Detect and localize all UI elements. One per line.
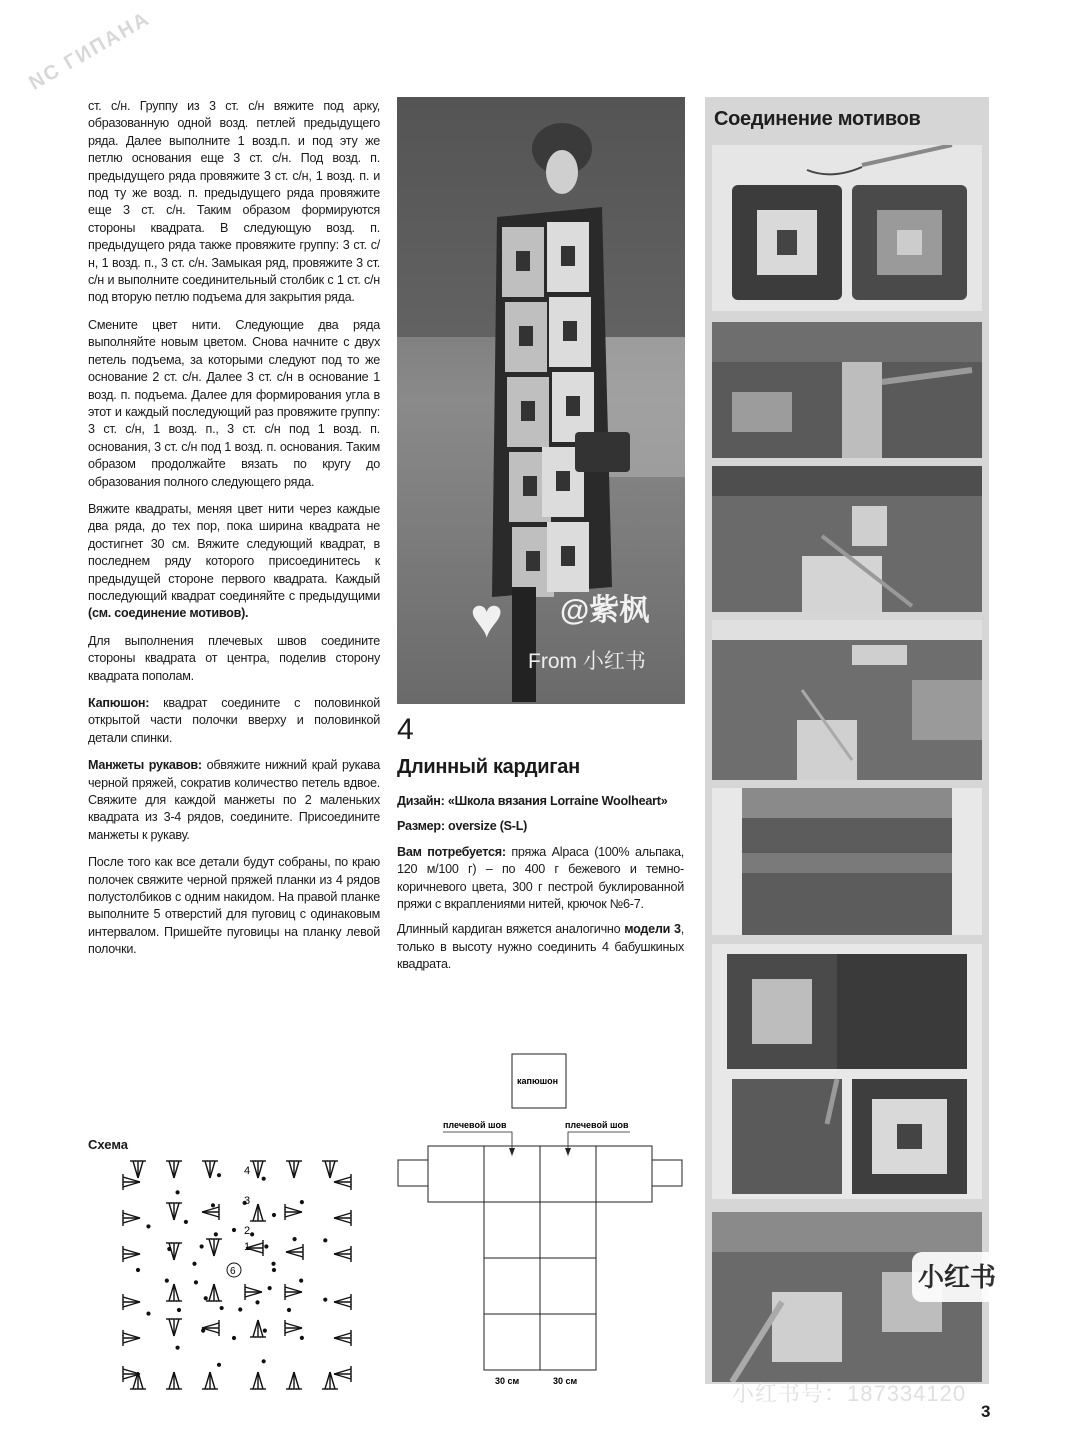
xiaohongshu-id-watermark: 小红书号：187334120 — [732, 1381, 967, 1406]
width-label-right: 30 см — [553, 1376, 578, 1386]
step-photo-2-illustration — [712, 322, 982, 458]
page-number: 3 — [981, 1402, 991, 1421]
watermark-logo: NC ГИПАНА — [25, 7, 155, 95]
hood-label: капюшон — [517, 1076, 559, 1086]
paragraph: Капюшон: квадрат соедините с половинкой открытой части полочки вверху и половинкой детали спинки. — [88, 696, 380, 745]
step-photo-6 — [712, 944, 982, 1199]
step-photo-5-illustration — [712, 788, 982, 935]
step-photo-4-illustration — [712, 620, 982, 780]
paragraph: ст. с/н. Группу из 3 ст. с/н вяжите под арку, образованную одной возд. петлей предыдущего ряда. Далее выполните 1 возд.п. и под эту же петлю основания еще 3 ст. с/н. Под возд. п. предыдущего ряда провяжите 3 ст. с/н, 1 возд. п. и под ту же возд. п. предыдущего ряда провяжите еще 3 ст. с/н. Таким образом формируются стороны квадрата. В следующую возд. п. предыдущего ряда также провяжите группу: 3 ст. с/н, 1 возд. п., 3 ст. с/н. Замыкая ряд, провяжите 3 ст. с/н и выполните соединительный столбик с 1 ст. с/н под вторую петлю подъема для закрытия ряда. — [88, 99, 380, 305]
sleeve-left — [398, 1160, 428, 1186]
sleeve-right — [652, 1160, 682, 1186]
body-square — [484, 1258, 540, 1314]
model-title: Длинный кардиган — [397, 756, 580, 778]
paragraph: Для выполнения плечевых швов соедините стороны квадрата от центра, поделив сторону квадрата пополам. — [88, 633, 380, 683]
step-photo-3 — [712, 466, 982, 612]
paragraph: Манжеты рукавов: обвяжите нижний край рукава черной пряжей, сократив количество петель вдвое. Свяжите для каждой манжеты по 2 маленьких квадрата из 3-4 рядов, соедините. Присоедините манжеты к рукаву. — [88, 758, 380, 842]
photo-watermark-source: From 小红书 — [528, 650, 646, 673]
garment-pattern-diagram — [395, 1050, 685, 1390]
shoulder-seam-label-left: плечевой шов — [443, 1120, 507, 1130]
model-number: 4 — [397, 713, 414, 746]
schema-title: Схема — [88, 1137, 129, 1152]
step-photo-4 — [712, 620, 982, 780]
body-square — [484, 1202, 540, 1258]
middle-text-column — [397, 793, 684, 982]
description: Длинный кардиган вяжется аналогично модели 3, только в высоту нужно соединить 4 бабушкиных квадрата. — [397, 922, 685, 972]
body-square — [540, 1258, 596, 1314]
materials: Вам потребуется: пряжа Alpaca (100% альпака, 120 м/100 г) – по 400 г бежевого и темно-коричневого цвета, 300 г пестрой буклированной пряжи с вкраплениями нитей, крючок №6-7. — [397, 844, 684, 912]
step-photo-1-illustration — [712, 145, 982, 311]
step-photo-1 — [712, 145, 982, 311]
width-label-left: 30 см — [495, 1376, 520, 1386]
chart-row-label: 1 — [244, 1241, 251, 1253]
chart-row-label: 6 — [230, 1266, 236, 1277]
body-square — [428, 1146, 484, 1202]
step-photo-2 — [712, 322, 982, 458]
xiaohongshu-logo: 小红书 — [912, 1252, 1002, 1302]
body-square — [596, 1146, 652, 1202]
step-photo-5 — [712, 788, 982, 935]
body-square — [484, 1314, 540, 1370]
step-photo-6-illustration — [712, 944, 982, 1199]
shoulder-seam-label-right: плечевой шов — [565, 1120, 629, 1130]
chart-row-label: 2 — [244, 1225, 251, 1237]
paragraph: После того как все детали будут собраны, по краю полочек свяжите черной пряжей планки из 4 рядов полустолбиков с одним накидом. На правой планке выполните 5 отверстий для пуговиц с одинаковым интервалом. Пришейте пуговицы на планку левой полочки. — [88, 855, 380, 957]
motif-joining-title: Соединение мотивов — [714, 108, 921, 130]
step-photo-3-illustration — [712, 466, 982, 612]
chart-row-label: 4 — [244, 1165, 251, 1177]
chart-row-label: 3 — [244, 1195, 251, 1207]
crochet-chart — [118, 1152, 358, 1400]
design-credit: Дизайн: «Школа вязания Lorraine Woolheart» — [397, 794, 668, 808]
paragraph: Смените цвет нити. Следующие два ряда выполняйте новым цветом. Снова начните с двух петель подъема, за которыми следуют под то же основание 2 ст. с/н. Далее 3 ст. с/н в основание 1 возд. п. подъема. Далее для формирования угла в этот и каждый последующий раз провяжите группу: 3 ст. с/н, 1 возд. п., 3 ст. с/н под 1 возд. п. основания, 3 ст. с/н под 1 возд. п. основания. Таким образом продолжайте вязать по кругу до образования полного следующего ряда. — [88, 317, 380, 489]
size-info: Размер: oversize (S-L) — [397, 819, 528, 834]
left-text-column — [88, 98, 380, 969]
heart-icon: ♥ — [470, 586, 504, 649]
paragraph: Вяжите квадраты, меняя цвет нити через каждые два ряда, до тех пор, пока ширина квадрата не достигнет 30 см. Вяжите следующий квадрат, в последнем ряду которого присоединитесь к предыдущей стороне первого квадрата. Каждый последующий квадрат соединяйте с предыдущими (см. соединение мотивов). — [88, 501, 380, 621]
body-square — [540, 1202, 596, 1258]
photo-watermark-handle: @紫枫 — [560, 594, 650, 627]
body-square — [540, 1314, 596, 1370]
